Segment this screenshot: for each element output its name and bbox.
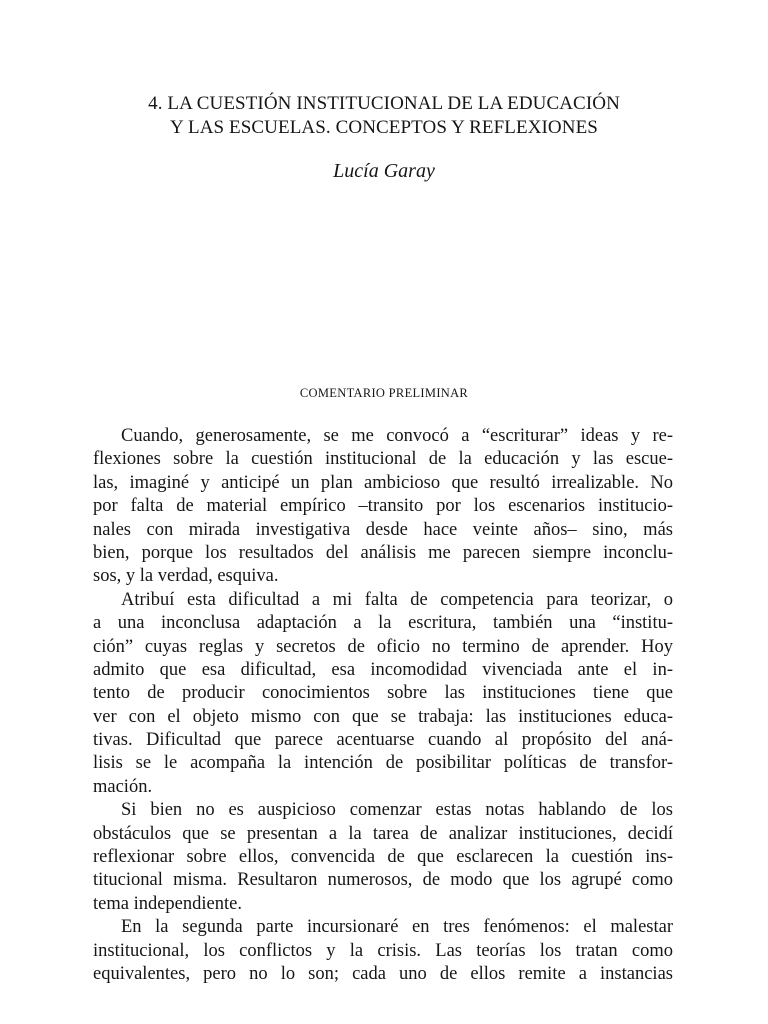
text-line: obstáculos que se presentan a la tarea de analizar instituciones, decidí [93, 823, 673, 844]
text-line: mación. [93, 776, 153, 797]
section-heading: COMENTARIO PRELIMINAR [299, 386, 469, 400]
text-line: equivalentes, pero no lo son; cada uno de ellos remite a instancias [93, 963, 673, 984]
text-line: lisis se le acompaña la intención de posibilitar políticas de transfor- [93, 753, 673, 774]
text-line: por falta de material empírico –transito por los escenarios institucio- [93, 496, 673, 517]
text-line: sos, y la verdad, esquiva. [93, 566, 279, 587]
text-line: Si bien no es auspicioso comenzar estas notas hablando de los [121, 800, 673, 821]
text-line: a una inconclusa adaptación a la escritura, también una “institu- [93, 613, 673, 634]
text-line: ver con el objeto mismo con que se trabaja: las instituciones educa- [93, 706, 673, 727]
text-line: tento de producir conocimientos sobre las instituciones tiene que [93, 683, 673, 704]
text-line: ción” cuyas reglas y secretos de oficio no termino de aprender. Hoy [93, 636, 673, 657]
chapter-title-line-2: Y LAS ESCUELAS. CONCEPTOS Y REFLEXIONES [170, 117, 598, 138]
text-line: las, imaginé y anticipé un plan ambicioso que resultó irrealizable. No [93, 472, 673, 493]
text-line: Cuando, generosamente, se me convocó a “escriturar” ideas y re- [121, 426, 673, 446]
text-line: bien, porque los resultados del análisis me parecen siempre inconclu- [93, 542, 673, 563]
text-line: reflexionar sobre ellos, convencida de que esclarecen la cuestión ins- [93, 847, 673, 868]
text-line: tivas. Dificultad que parece acentuarse cuando al propósito del aná- [93, 730, 673, 751]
text-line: flexiones sobre la cuestión institucional de la educación y las escue- [93, 449, 673, 470]
text-line: Atribuí esta dificultad a mi falta de competencia para teorizar, o [121, 589, 673, 610]
text-line: En la segunda parte incursionaré en tres fenómenos: el malestar [121, 917, 673, 938]
text-line: institucional, los conflictos y la crisis. Las teorías los tratan como [93, 940, 673, 961]
chapter-title-line-1: 4. LA CUESTIÓN INSTITUCIONAL DE LA EDUCACIÓN [148, 93, 620, 114]
text-line: titucional misma. Resultaron numerosos, de modo que los agrupé como [93, 870, 673, 891]
text-line: tema independiente. [93, 893, 242, 914]
text-line: nales con mirada investigativa desde hace veinte años– sino, más [93, 519, 673, 540]
author-name: Lucía Garay [333, 160, 435, 182]
text-line: admito que esa dificultad, esa incomodidad vivenciada ante el in- [93, 659, 673, 680]
body-text [93, 425, 673, 986]
